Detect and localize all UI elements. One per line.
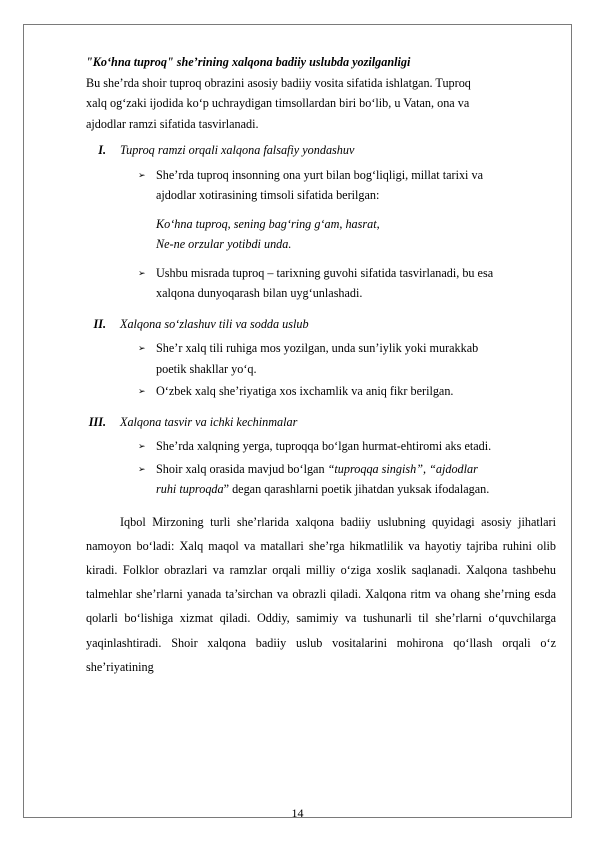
list-item-text: She’rda tuproq insonning ona yurt bilan bog‘liqligi, millat tarixi va xyxy=(156,167,483,182)
text-run: Shoir xalq orasida mavjud bo‘lgan xyxy=(156,461,328,476)
text-run: , xyxy=(423,461,430,476)
verse-line: Ko‘hna tuproq, sening bag‘ring g‘am, hasrat, xyxy=(156,216,380,231)
quoted-phrase: ruhi tuproqda xyxy=(156,482,224,496)
list-item xyxy=(86,338,556,379)
list-item-text: ajdodlar xotirasining timsoli sifatida berilgan: xyxy=(156,188,380,202)
list-item xyxy=(86,263,556,304)
intro-line: ajdodlar ramzi sifatida tasvirlanadi. xyxy=(86,116,259,131)
list-item xyxy=(86,436,556,457)
section-2 xyxy=(86,314,556,402)
arrow-bullet-icon: ➢ xyxy=(138,463,146,474)
intro-line: xalq og‘zaki ijodida ko‘p uchraydigan timsollardan biri bo‘lib, u Vatan, ona va xyxy=(86,96,470,110)
list-item-text: xalqona dunyoqarash bilan uyg‘unlashadi. xyxy=(156,286,363,300)
section-3 xyxy=(86,412,556,500)
list-item-text: poetik shakllar yo‘q. xyxy=(156,361,257,376)
arrow-bullet-icon: ➢ xyxy=(138,441,146,451)
text-run: ” degan qarashlarni poetik jihatdan yuksak ifodalagan. xyxy=(223,482,490,496)
page-number: 14 xyxy=(291,806,304,820)
section-numeral: I. xyxy=(98,143,106,157)
quoted-phrase: “ajdodlar xyxy=(429,461,478,476)
section-1 xyxy=(86,140,556,304)
list-item-text: She’r xalq tili ruhiga mos yozilgan, unda sun’iylik yoki murakkab xyxy=(156,341,479,355)
document-title: "Ko‘hna tuproq" she’rining xalqona badiiy uslubda yozilganligi xyxy=(86,55,411,69)
list-item xyxy=(86,381,556,402)
verse-quote xyxy=(86,214,556,255)
list-item-text xyxy=(156,459,556,480)
list-item-text: Ushbu misrada tuproq – tarixning guvohi sifatida tasvirlanadi, bu esa xyxy=(156,265,494,280)
list-item xyxy=(86,165,556,206)
list-item xyxy=(86,459,556,500)
section-numeral: III. xyxy=(88,414,106,429)
document-body xyxy=(86,52,556,679)
arrow-bullet-icon: ➢ xyxy=(138,169,146,180)
quoted-phrase: “tuproqqa singish” xyxy=(327,461,423,476)
arrow-bullet-icon: ➢ xyxy=(138,267,146,278)
intro-line: Bu she’rda shoir tuproq obrazini asosiy badiiy vosita sifatida ishlatgan. Tuproq xyxy=(86,75,471,90)
section-heading: Tuproq ramzi orqali xalqona falsafiy yondashuv xyxy=(120,143,355,157)
list-item-text: She’rda xalqning yerga, tuproqqa bo‘lgan hurmat-ehtiromi aks etadi. xyxy=(156,439,492,453)
verse-line: Ne-ne orzular yotibdi unda. xyxy=(156,237,292,251)
arrow-bullet-icon: ➢ xyxy=(138,386,146,396)
section-heading: Xalqona tasvir va ichki kechinmalar xyxy=(120,414,298,429)
section-heading: Xalqona so‘zlashuv tili va sodda uslub xyxy=(120,316,309,331)
body-paragraph: Iqbol Mirzoning turli she’rlarida xalqona badiiy uslubning quyidagi asosiy jihatlari namoyon bo‘ladi: Xalq maqol va matallari she’rga hikmatlilik va hayotiy tajriba ruhini olib kiradi. Folklor obrazlari va ramzlar orqali milliy o‘ziga xoslik saqlanadi. Xalqona tashbehu talmehlar she’rlarni yanada ta’sirchan va obrazli qiladi. Xalqona ritm va ohang she’rning esda qolarli bo‘lishiga xizmat qiladi. Oddiy, samimiy va tushunarli til she’rlarni o‘quvchilarga yaqinlashtiradi. Shoir xalqona badiiy uslub vositalarini mohirona qo‘llash orqali o‘z she’riyatining xyxy=(86,514,556,674)
list-item-text xyxy=(156,479,556,500)
list-item-text: O‘zbek xalq she’riyatiga xos ixchamlik va aniq fikr berilgan. xyxy=(156,384,454,398)
section-numeral: II. xyxy=(93,316,106,331)
arrow-bullet-icon: ➢ xyxy=(138,343,146,353)
